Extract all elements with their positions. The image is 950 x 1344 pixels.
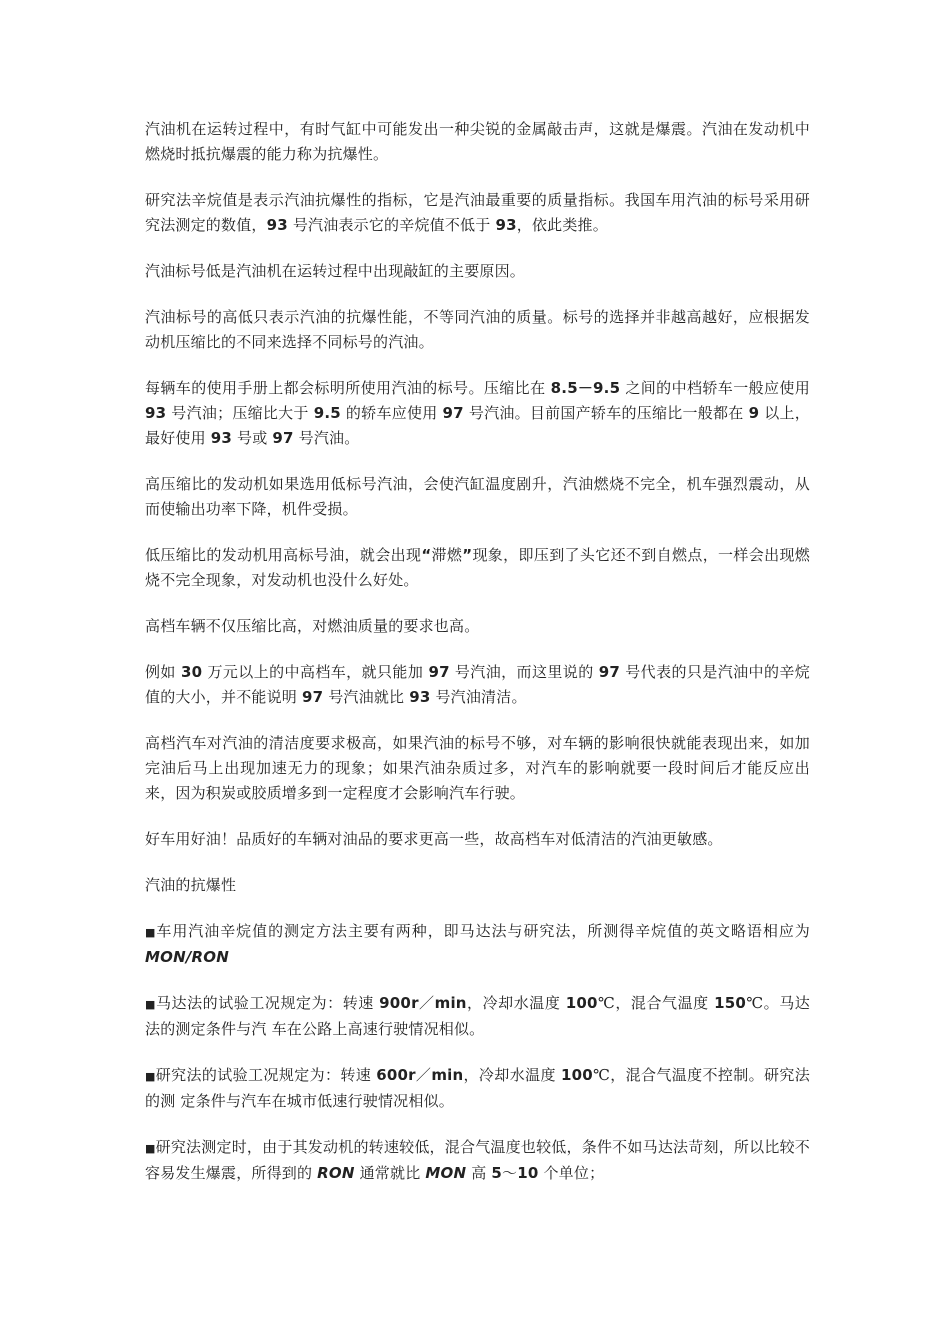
text-run: 万元以上的中高档车，就只能加	[202, 663, 429, 681]
text-run: ，冷却水温度	[463, 1066, 561, 1084]
text-run: 号汽油。	[293, 429, 360, 447]
abbrev-bold-italic: MON/RON	[145, 948, 229, 966]
paragraph-high-compression	[145, 472, 810, 522]
text-run: ℃。马达法的测定条件与汽 车在公路上高速行驶情况相似。	[145, 994, 811, 1038]
text-run: 个单位；	[538, 1164, 605, 1182]
paragraph-cleanliness	[145, 731, 810, 806]
paragraph-low-grade	[145, 259, 810, 284]
text-run: 现象，即压到了头它还不到自燃点，一样会出现燃烧不完全现象，对发动机也没什么好处。	[145, 546, 811, 589]
number-bold: 93	[409, 688, 431, 706]
paragraph-premium-cars	[145, 614, 810, 639]
text-run: 例如	[145, 663, 182, 681]
quote-mark: “	[421, 546, 432, 564]
number-bold: 93	[266, 216, 288, 234]
number-bold: 97	[272, 429, 294, 447]
square-bullet-icon: ■	[145, 1142, 156, 1155]
text-run: ℃，混合气温度	[597, 994, 715, 1012]
paragraph-text: 高档车辆不仅压缩比高，对燃油质量的要求也高。	[145, 617, 480, 635]
paragraph-example	[145, 660, 810, 710]
bullet-motor-method	[145, 991, 810, 1042]
text-run: 号汽油，而这里说的	[449, 663, 599, 681]
text-run: 每辆车的使用手册上都会标明所使用汽油的标号。压缩比在	[145, 379, 551, 397]
number-bold: 97	[442, 404, 464, 422]
paragraph-text: 汽油机在运转过程中，有时气缸中可能发出一种尖锐的金属敲击声，这就是爆震。汽油在发动机中燃烧时抵抗爆震的能力称为抗爆性。	[145, 120, 810, 163]
number-bold: 93	[145, 404, 167, 422]
text-run: 号汽油就比	[323, 688, 410, 706]
bullet-research-method	[145, 1063, 810, 1114]
paragraph-ron-index	[145, 188, 810, 238]
number-bold: 93	[495, 216, 517, 234]
paragraph-knock	[145, 117, 810, 167]
text-run: 号汽油清洁。	[430, 688, 527, 706]
text-run: ，冷却水温度	[466, 994, 566, 1012]
number-bold: 93	[210, 429, 233, 447]
number-bold: min	[431, 1066, 464, 1084]
text-run: 之间的中档轿车一般应使用	[620, 379, 811, 397]
square-bullet-icon: ■	[145, 1070, 156, 1083]
number-bold: min	[434, 994, 467, 1012]
number-bold: 10	[517, 1164, 539, 1182]
abbrev-bold-italic: MON	[425, 1164, 467, 1182]
number-bold: 9	[748, 404, 760, 422]
text-run: 马达法的试验工况规定为：转速	[155, 994, 380, 1012]
number-bold: 5	[491, 1164, 503, 1182]
paragraph-low-compression	[145, 543, 810, 593]
text-run: 号汽油。目前国产轿车的压缩比一般都在	[463, 404, 749, 422]
text-run: 号代表的只是汽油中的辛烷值的大小，并不能说明	[145, 663, 810, 706]
document-page	[145, 117, 810, 1207]
number-bold: 97	[428, 663, 450, 681]
text-run: 高	[466, 1164, 492, 1182]
text-run: ／	[418, 994, 435, 1012]
paragraph-grade-quality	[145, 305, 810, 355]
abbrev-bold-italic: RON	[317, 1164, 355, 1182]
text-run: 通常就比	[354, 1164, 426, 1182]
paragraph-text: 高压缩比的发动机如果选用低标号汽油，会使汽缸温度剧升，汽油燃烧不完全，机车强烈震动，从而使输出功率下降，机件受损。	[145, 475, 810, 518]
text-run: 的轿车应使用	[340, 404, 443, 422]
text-run: 车用汽油辛烷值的测定方法主要有两种，即马达法与研究法，所测得辛烷值的英文略语相应为	[156, 922, 810, 940]
number-bold: 8.5－9.5	[550, 379, 621, 397]
text-run: ，依此类推。	[516, 216, 608, 234]
number-bold: 9.5	[313, 404, 341, 422]
text-run: 号汽油表示它的辛烷值不低于	[287, 216, 496, 234]
text-run: 研究法辛烷值是表示汽油抗爆性的指标，它是汽油最重要的质量指标。我国车用汽油的标号采用研究法测定的数值，	[145, 191, 810, 234]
bullet-methods	[145, 919, 810, 970]
text-run: ℃，混合气温度不控制。研究法的测 定条件与汽车在城市低速行驶情况相似。	[145, 1066, 810, 1110]
number-bold: 150	[714, 994, 746, 1012]
section-heading	[145, 873, 810, 898]
number-bold: 100	[565, 994, 598, 1012]
number-bold: 600r	[376, 1066, 416, 1084]
number-bold: 97	[301, 688, 324, 706]
paragraph-text: 汽油标号低是汽油机在运转过程中出现敲缸的主要原因。	[145, 262, 526, 280]
square-bullet-icon: ■	[145, 926, 157, 939]
paragraph-text: 高档汽车对汽油的清洁度要求极高，如果汽油的标号不够，对车辆的影响很快就能表现出来，如加完油后马上出现加速无力的现象；如果汽油杂质过多，对汽车的影响就要一段时间后才能反应出来，因为积炭或胶质增多到一定程度才会影响汽车行驶。	[145, 734, 810, 802]
quote-mark: ”	[462, 546, 473, 564]
paragraph-text: 汽油的抗爆性	[145, 876, 237, 894]
text-run: ～	[502, 1164, 518, 1182]
number-bold: 100	[560, 1066, 593, 1084]
text-run: 号汽油；压缩比大于	[166, 404, 314, 422]
text-run: 号或	[232, 429, 273, 447]
number-bold: 900r	[379, 994, 419, 1012]
text-run: 以上，最好使用	[145, 404, 810, 447]
paragraph-text: 汽油标号的高低只表示汽油的抗爆性能，不等同汽油的质量。标号的选择并非越高越好，应根据发动机压缩比的不同来选择不同标号的汽油。	[145, 308, 810, 351]
square-bullet-icon: ■	[145, 998, 156, 1011]
text-run: ／	[415, 1066, 432, 1084]
text-run: 低压缩比的发动机用高标号油，就会出现	[145, 546, 422, 564]
paragraph-text: 好车用好油！品质好的车辆对油品的要求更高一些，故高档车对低清洁的汽油更敏感。	[145, 830, 723, 848]
text-run: 滞燃	[431, 546, 463, 564]
paragraph-good-oil	[145, 827, 810, 852]
number-bold: 97	[598, 663, 621, 681]
text-run: 研究法测定时，由于其发动机的转速较低，混合气温度也较低，条件不如马达法苛刻，所以比较不容易发生爆震，所得到的	[145, 1138, 811, 1182]
paragraph-compression	[145, 376, 810, 451]
text-run: 研究法的试验工况规定为：转速	[155, 1066, 377, 1084]
number-bold: 30	[181, 663, 203, 681]
bullet-ron-vs-mon	[145, 1135, 810, 1186]
